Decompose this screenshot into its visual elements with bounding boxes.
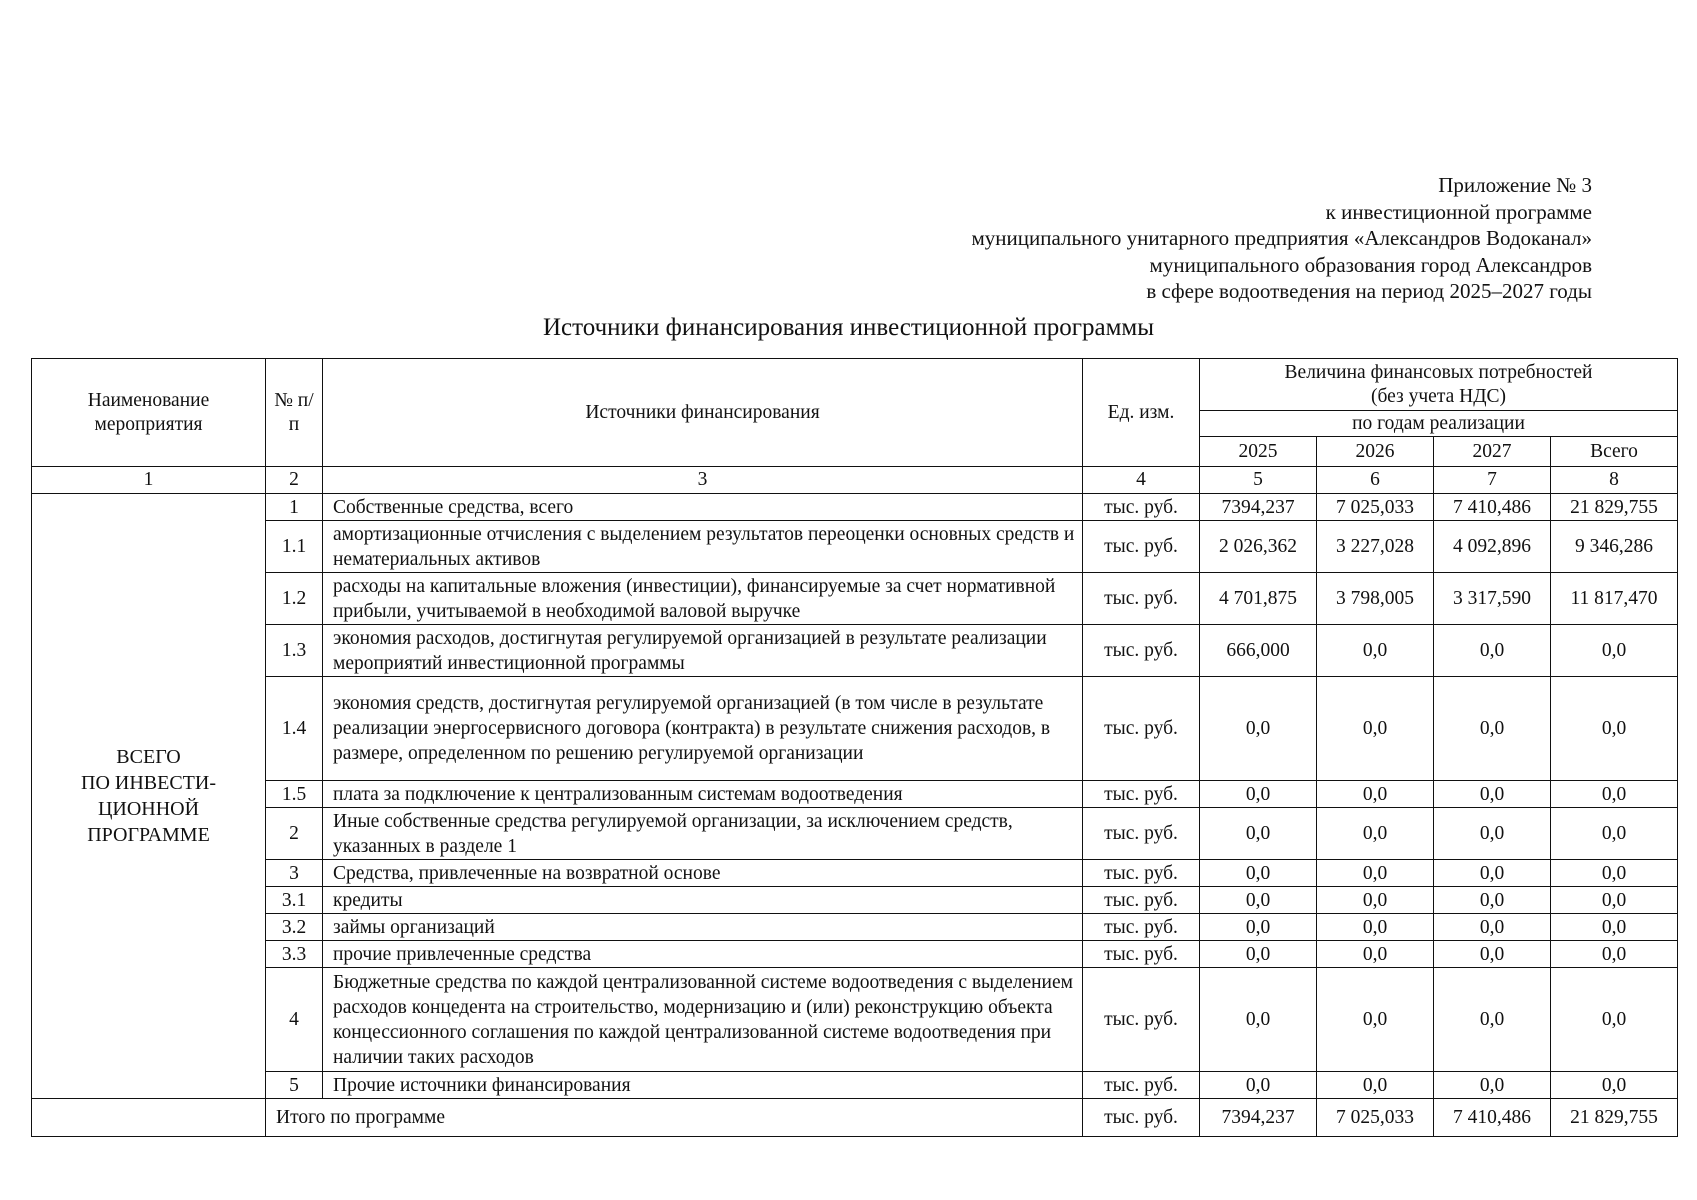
row-value-2027: 7 410,486 (1434, 494, 1551, 521)
row-number: 1.4 (266, 677, 323, 781)
row-number: 5 (266, 1072, 323, 1099)
table-row (32, 968, 1678, 1072)
row-value-2026: 0,0 (1317, 887, 1434, 914)
group-name-line: ПО ИНВЕСТИ- (81, 772, 216, 794)
table-row (32, 1072, 1678, 1099)
appendix-line: муниципального унитарного предприятия «Александров Водоканал» (971, 226, 1592, 250)
header-value-group-line2: (без учета НДС) (1370, 385, 1506, 407)
header-year: 2027 (1434, 437, 1551, 467)
row-unit: тыс. руб. (1083, 677, 1200, 781)
row-source: Прочие источники финансирования (323, 1072, 1083, 1099)
row-unit: тыс. руб. (1083, 573, 1200, 625)
header-value-group (1200, 359, 1678, 411)
appendix-line: к инвестиционной программе (1325, 199, 1592, 224)
row-source: Собственные средства, всего (323, 494, 1083, 521)
column-number: 7 (1434, 467, 1551, 494)
row-unit: тыс. руб. (1083, 625, 1200, 677)
row-number: 1 (266, 494, 323, 521)
header-source: Источники финансирования (323, 359, 1083, 467)
appendix-header (971, 172, 1592, 305)
row-value-2027: 0,0 (1434, 677, 1551, 781)
row-value-total: 21 829,755 (1551, 494, 1678, 521)
document-title: Источники финансирования инвестиционной программы (542, 314, 1155, 341)
row-source: расходы на капитальные вложения (инвестиции), финансируемые за счет нормативной прибыли, учитываемой в необходимой валовой выручке (323, 573, 1083, 625)
header-year: 2026 (1317, 437, 1434, 467)
table-row (32, 808, 1678, 860)
column-number: 8 (1551, 467, 1678, 494)
row-number: 1.2 (266, 573, 323, 625)
row-unit: тыс. руб. (1083, 808, 1200, 860)
row-value-2025: 0,0 (1200, 887, 1317, 914)
row-value-2026: 0,0 (1317, 625, 1434, 677)
row-value-2027: 0,0 (1434, 860, 1551, 887)
financing-table (31, 358, 1678, 1137)
row-unit: тыс. руб. (1083, 521, 1200, 573)
row-value-total: 9 346,286 (1551, 521, 1678, 573)
row-source: прочие привлеченные средства (323, 941, 1083, 968)
row-number: 3.3 (266, 941, 323, 968)
row-number: 1.1 (266, 521, 323, 573)
row-value-2026: 0,0 (1317, 677, 1434, 781)
row-source: плата за подключение к централизованным системам водоотведения (323, 781, 1083, 808)
appendix-line: муниципального образования город Александров (1149, 252, 1592, 277)
row-source: амортизационные отчисления с выделением результатов переоценки основных средств и нематериальных активов (323, 521, 1083, 573)
table-row (32, 887, 1678, 914)
appendix-line: в сфере водоотведения на период 2025–2027 годы (1146, 279, 1592, 303)
row-value-total: 0,0 (1551, 625, 1678, 677)
total-row-unit: тыс. руб. (1083, 1099, 1200, 1137)
row-source: экономия расходов, достигнутая регулируемой организацией в результате реализации мероприятий инвестиционной программы (323, 625, 1083, 677)
row-value-2025: 0,0 (1200, 677, 1317, 781)
row-value-total: 0,0 (1551, 887, 1678, 914)
table-row (32, 494, 1678, 521)
row-value-2026: 3 798,005 (1317, 573, 1434, 625)
row-value-total: 0,0 (1551, 808, 1678, 860)
row-value-2027: 0,0 (1434, 1072, 1551, 1099)
row-value-2027: 0,0 (1434, 941, 1551, 968)
table-row (32, 860, 1678, 887)
header-by-years: по годам реализации (1200, 411, 1678, 437)
column-number: 5 (1200, 467, 1317, 494)
header-year: 2025 (1200, 437, 1317, 467)
row-value-2025: 0,0 (1200, 781, 1317, 808)
row-value-2026: 0,0 (1317, 914, 1434, 941)
total-row (32, 1099, 1678, 1137)
row-value-2027: 0,0 (1434, 781, 1551, 808)
row-value-2026: 3 227,028 (1317, 521, 1434, 573)
row-source: Бюджетные средства по каждой централизованной системе водоотведения с выделением расходов концедента на строительство, модернизацию и (или) реконструкцию объекта концессионного соглашения по каждой централизованной системе водоотведения при наличии таких расходов (323, 968, 1083, 1072)
group-name-line: ВСЕГО (116, 746, 181, 768)
row-source: Иные собственные средства регулируемой организации, за исключением средств, указанных в разделе 1 (323, 808, 1083, 860)
row-unit: тыс. руб. (1083, 494, 1200, 521)
row-value-2027: 0,0 (1434, 914, 1551, 941)
row-value-2026: 0,0 (1317, 968, 1434, 1072)
header-value-group-line1: Величина финансовых потребностей (1284, 361, 1593, 383)
column-number: 6 (1317, 467, 1434, 494)
row-unit: тыс. руб. (1083, 887, 1200, 914)
row-value-total: 0,0 (1551, 860, 1678, 887)
column-number: 4 (1083, 467, 1200, 494)
row-value-total: 0,0 (1551, 914, 1678, 941)
appendix-line: Приложение № 3 (1438, 173, 1592, 197)
table-row (32, 677, 1678, 781)
row-value-2027: 3 317,590 (1434, 573, 1551, 625)
table-row (32, 781, 1678, 808)
row-value-2025: 0,0 (1200, 808, 1317, 860)
row-number: 3.2 (266, 914, 323, 941)
header-unit: Ед. изм. (1083, 359, 1200, 467)
row-value-2027: 0,0 (1434, 625, 1551, 677)
row-value-2027: 0,0 (1434, 808, 1551, 860)
total-row-label: Итого по программе (266, 1099, 1083, 1137)
row-value-2027: 4 092,896 (1434, 521, 1551, 573)
row-value-2026: 0,0 (1317, 941, 1434, 968)
total-row-empty-cell (32, 1099, 266, 1137)
row-number: 3 (266, 860, 323, 887)
row-unit: тыс. руб. (1083, 860, 1200, 887)
row-number: 2 (266, 808, 323, 860)
row-source: займы организаций (323, 914, 1083, 941)
column-number: 1 (32, 467, 266, 494)
row-number: 1.3 (266, 625, 323, 677)
table-row (32, 914, 1678, 941)
total-row-2026: 7 025,033 (1317, 1099, 1434, 1137)
column-number: 2 (266, 467, 323, 494)
row-value-2025: 2 026,362 (1200, 521, 1317, 573)
row-value-total: 0,0 (1551, 677, 1678, 781)
row-value-2027: 0,0 (1434, 968, 1551, 1072)
row-value-2025: 4 701,875 (1200, 573, 1317, 625)
row-value-2026: 7 025,033 (1317, 494, 1434, 521)
row-unit: тыс. руб. (1083, 941, 1200, 968)
row-value-2025: 7394,237 (1200, 494, 1317, 521)
row-value-2026: 0,0 (1317, 808, 1434, 860)
row-value-2025: 0,0 (1200, 941, 1317, 968)
row-unit: тыс. руб. (1083, 968, 1200, 1072)
group-name-cell (32, 494, 266, 1099)
table-row (32, 941, 1678, 968)
row-value-2025: 666,000 (1200, 625, 1317, 677)
row-number: 3.1 (266, 887, 323, 914)
row-value-2025: 0,0 (1200, 914, 1317, 941)
group-name-line: ЦИОННОЙ (97, 798, 200, 820)
row-value-total: 0,0 (1551, 781, 1678, 808)
column-number: 3 (323, 467, 1083, 494)
total-row-2025: 7394,237 (1200, 1099, 1317, 1137)
header-num: № п/п (266, 359, 323, 467)
row-source: Средства, привлеченные на возвратной основе (323, 860, 1083, 887)
row-source: экономия средств, достигнутая регулируемой организацией (в том числе в результате реализации энергосервисного договора (контракта) в результате снижения расходов, в размере, определенном по решению регулируемой организации (323, 677, 1083, 781)
row-number: 4 (266, 968, 323, 1072)
row-unit: тыс. руб. (1083, 781, 1200, 808)
row-value-2025: 0,0 (1200, 968, 1317, 1072)
table-row (32, 625, 1678, 677)
row-value-2026: 0,0 (1317, 1072, 1434, 1099)
row-value-2025: 0,0 (1200, 1072, 1317, 1099)
row-value-2027: 0,0 (1434, 887, 1551, 914)
total-row-2027: 7 410,486 (1434, 1099, 1551, 1137)
row-value-total: 0,0 (1551, 1072, 1678, 1099)
total-row-total: 21 829,755 (1551, 1099, 1678, 1137)
row-value-2025: 0,0 (1200, 860, 1317, 887)
row-value-total: 0,0 (1551, 968, 1678, 1072)
row-number: 1.5 (266, 781, 323, 808)
row-source: кредиты (323, 887, 1083, 914)
header-name: Наименование мероприятия (32, 359, 266, 467)
row-value-total: 11 817,470 (1551, 573, 1678, 625)
row-unit: тыс. руб. (1083, 914, 1200, 941)
row-unit: тыс. руб. (1083, 1072, 1200, 1099)
row-value-2026: 0,0 (1317, 860, 1434, 887)
row-value-2026: 0,0 (1317, 781, 1434, 808)
table-row (32, 521, 1678, 573)
table-row (32, 573, 1678, 625)
group-name-line: ПРОГРАММЕ (87, 824, 210, 846)
header-year-total: Всего (1551, 437, 1678, 467)
row-value-total: 0,0 (1551, 941, 1678, 968)
